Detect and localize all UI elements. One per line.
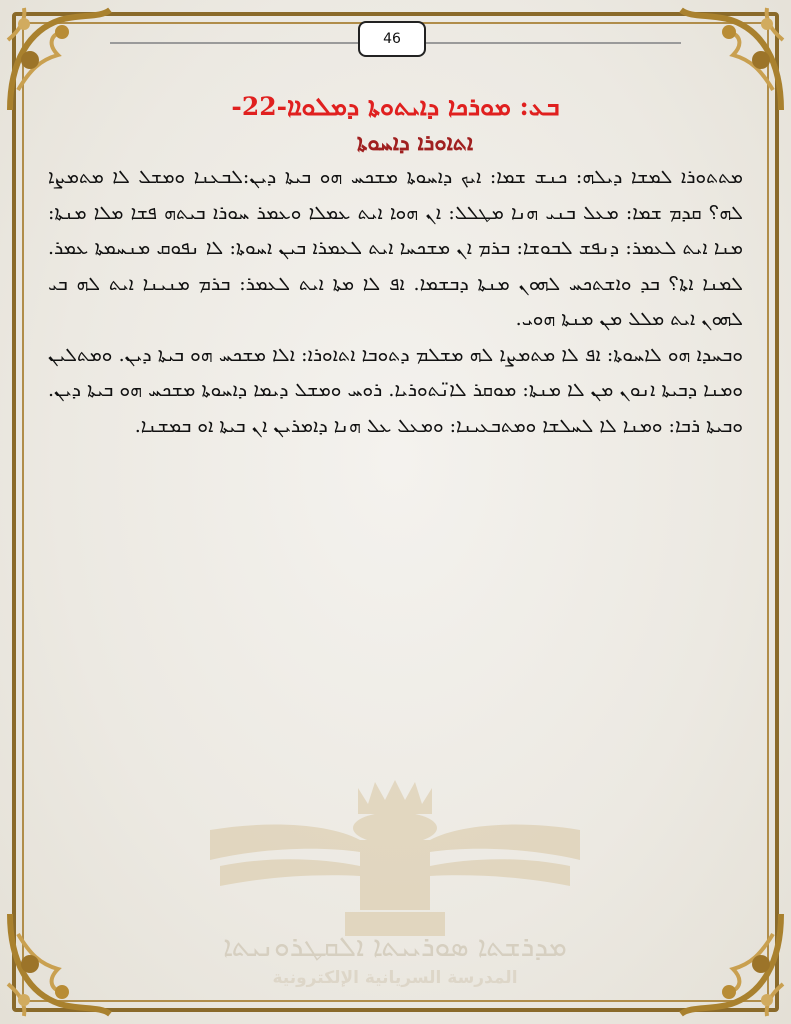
ornament-corner-bottom-right-icon (671, 904, 791, 1024)
lesson-subtitle: ܐܬܐܘܪܐ ܕܐܚܘܬܐ (356, 130, 473, 156)
body-paragraph: ܡܬܬܘܪܐ ܠܡܫܐ ܕܝܠܗ: ܟܢܫ ܫܡܐ: ܐܝܟ ܕܐܚܘܬܐ ܡܫܟܚ ܗܘ ܒܝܬܐ ܕܝܢ:ܠܒܥܢܐ ܘܡܫܠ ܠܐ ܡܬܡܨܐ ܠܗ؟ ܩܕܡ ܫܡܐ: ܡܥܠ ܒܢܝ ܗܢܐ ܡܛܠܠ: ܐܢ ܗܘܐ ܐܝܬ ܥܡܠܐ ܘܥܡܪ ܚܘܪܐ ܒܝܬܗ ܦܫܐ ܡܠܐ ܡܢܬܐ: ܡܢܐ ܐܝܬ ܠܥܡܪ: ܕܢܦܫ ܠܒܘܫܐ: ܒܪܡ ܐܢ ܡܫܟܚܐ ܐܝܬ ܠܥܡܪܐ ܒܝܢ ܐܚܘܬܐ: ܠܐ ܢܦܘܩ ܡܢܚܡܬܐ ܥܡܪ. ܠܡܢܐ ܐܬܐ؟ ܒܕ ܘܐܫܬܟܚ ܠܗܘܢ ܡܢܬܐ ܕܒܫܡܐ. ܐܦ ܠܐ ܡܬܐ ܐܝܬ ܠܥܡܪ: ܒܪܡ ܡܢܝܢܐ ܐܝܬ ܠܗ ܒܝ ܠܗܘܢ ܐܝܬ ܡܠܠ ܡܢ ܡܢܬܐ ܗܘܝ. (48, 166, 743, 330)
lesson-title: ܒܥ: ܡܘܪܟܐ ܕܐܝܬܘܬܐ ܕܡܠܘܐܐ-22- (231, 92, 560, 121)
school-name-syriac: ܡܕܪܫܬܐ ܣܘܪܝܝܬܐ ܐܠܩܛܪܘܢܝܬܐ (223, 930, 567, 963)
school-name-arabic: المدرسة السريانية الإلكترونية (272, 968, 518, 988)
page-number: 46 (358, 21, 426, 57)
page-content (48, 88, 743, 444)
body-paragraph: ܘܒܚܕܐ ܗܘ ܠܐܚܘܬܐ: ܐܦ ܠܐ ܡܬܡܨܐ ܠܗ ܡܫܠܡ ܕܬܘܒܐ ܐܬܐܘܪܐ: ܐܠܐ ܡܫܟܚ ܗܘ ܒܝܬܐ ܕܝܢ. ܘܡܬܠܝܢ ܘܡܢܐ ܕܒܝܬܐ ܐܢܘܢ ܡܢ ܠܐ ܡܢܬܐ: ܡܘܩܪ ܠܐܢ̈ܬܘܪܝܐ. ܪܘܚ ܘܡܫܠ ܕܝܡܐ ܕܐܚܘܬܐ ܡܫܟܚ ܗܘ ܒܝܬܐ ܕܝܢ. ܘܒܝܬܐ ܪܒܐ: ܘܡܢܐ ܠܐ ܠܚܠܫܐ ܘܡܬܒܥܝܢܐ: ܘܡܥܠ ܥܠ ܗܢܐ ܕܐܡܪܝܢ ܐܢ ܒܝܬܐ ܐܘ ܒܡܫܢܐ. (48, 343, 743, 437)
ornament-corner-bottom-left-icon (0, 904, 120, 1024)
winged-emblem-icon (200, 770, 590, 940)
